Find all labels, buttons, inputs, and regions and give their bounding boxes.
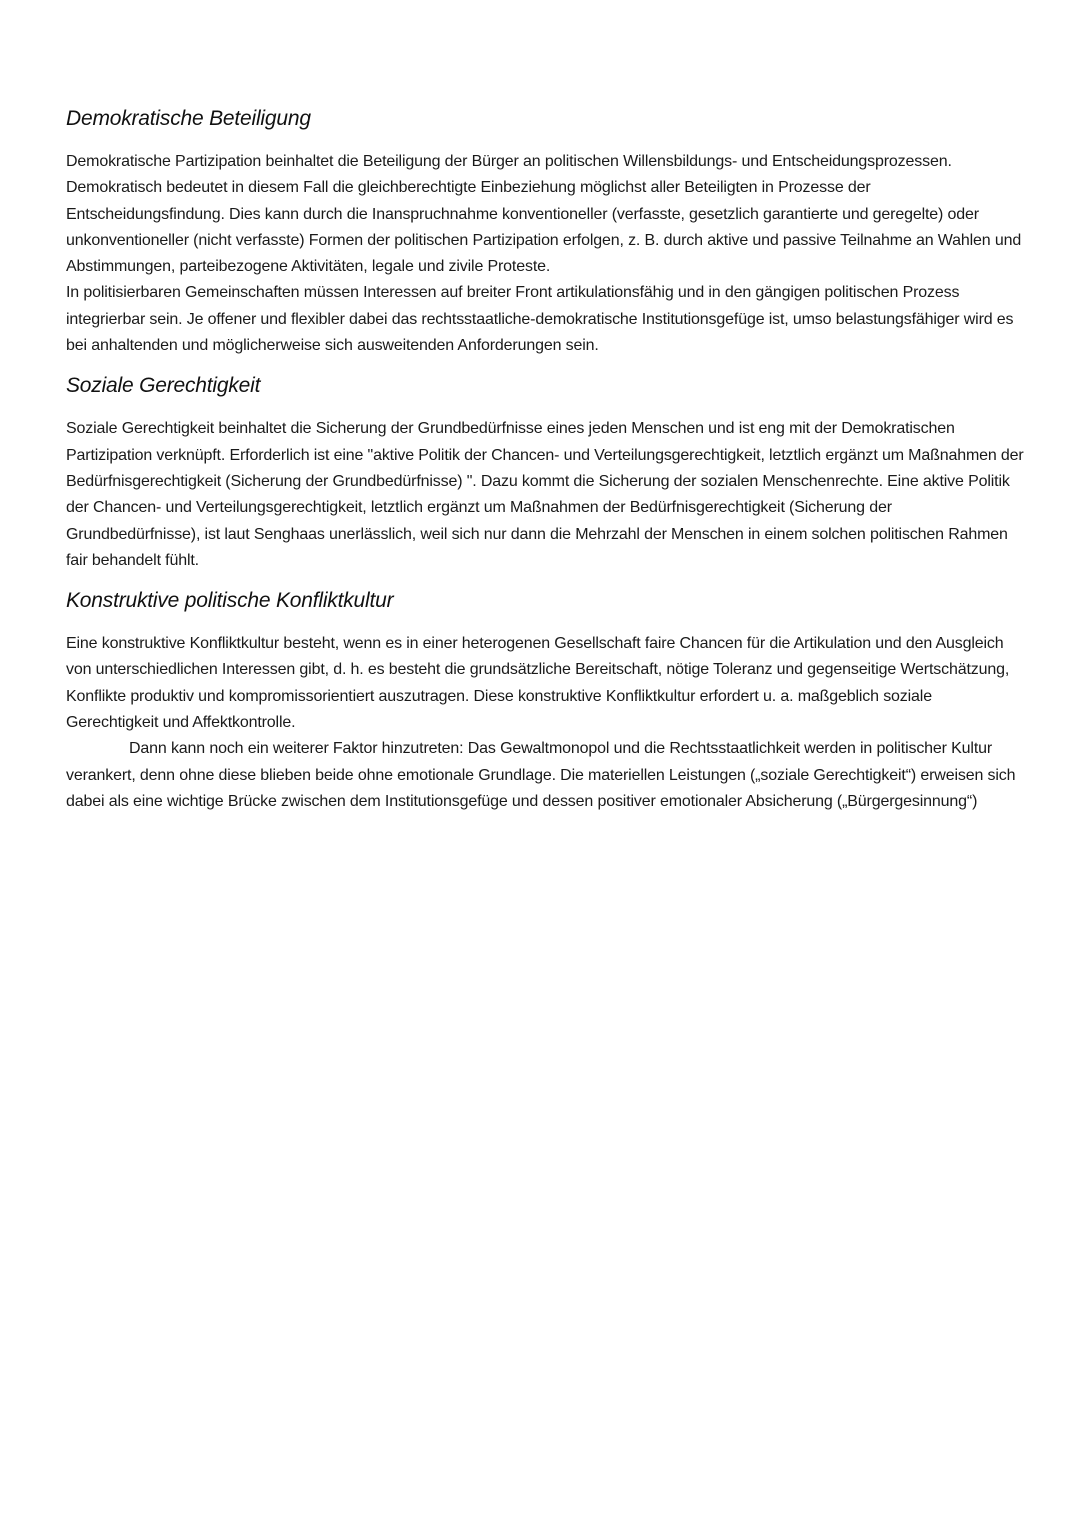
section-demokratische-beteiligung xyxy=(66,104,1026,359)
document-page xyxy=(66,104,1026,827)
section-soziale-gerechtigkeit xyxy=(66,371,1026,574)
paragraph: Soziale Gerechtigkeit beinhaltet die Sicherung der Grundbedürfnisse eines jeden Menschen und ist eng mit der Demokratischen Partizipation verknüpft. Erforderlich ist eine "aktive Politik der Chancen- und Verteilungsgerechtigkeit, letztlich ergänzt um Maßnahmen der Bedürfnisgerechtigkeit (Sicherung der Grundbedürfnisse) ". Dazu kommt die Sicherung der sozialen Menschenrechte. Eine aktive Politik der Chancen- und Verteilungsgerechtigkeit, letztlich ergänzt um Maßnahmen der Bedürfnisgerechtigkeit (Sicherung der Grundbedürfnisse), ist laut Senghaas unerlässlich, weil sich nur dann die Mehrzahl der Menschen in einem solchen politischen Rahmen fair behandelt fühlt. xyxy=(66,420,1024,569)
section-heading: Konstruktive politische Konfliktkultur xyxy=(66,589,394,613)
paragraph: In politisierbaren Gemeinschaften müssen Interessen auf breiter Front artikulationsfähig und in den gängigen politischen Prozess integrierbar sein. Je offener und flexibler dabei das rechtsstaatliche-demokratische Institutionsgefüge ist, umso belastungsfähiger wird es bei anhaltenden und möglicherweise sich ausweitenden Anforderungen sein. xyxy=(66,284,1014,355)
paragraph: Demokratische Partizipation beinhaltet die Beteiligung der Bürger an politischen Willensbildungs- und Entscheidungsprozessen. Demokratisch bedeutet in diesem Fall die gleichberechtigte Einbeziehung möglichst aller Beteiligten in Prozesse der Entscheidungsfindung. Dies kann durch die Inanspruchnahme konventioneller (verfasste, gesetzlich garantierte und geregelte) oder unkonventioneller (nicht verfasste) Formen der politischen Partizipation erfolgen, z. B. durch aktive und passive Teilnahme an Wahlen und Abstimmungen, parteibezogene Aktivitäten, legale und zivile Proteste. xyxy=(66,153,1022,276)
section-heading: Demokratische Beteiligung xyxy=(66,107,311,130)
paragraph: Eine konstruktive Konfliktkultur besteht, wenn es in einer heterogenen Gesellschaft faire Chancen für die Artikulation und den Ausgleich von unterschiedlichen Interessen gibt, d. h. es besteht die grundsätzliche Bereitschaft, nötige Toleranz und gegenseitige Wertschätzung, Konflikte produktiv und kompromissorientiert auszutragen. Diese konstruktive Konfliktkultur erfordert u. a. maßgeblich soziale Gerechtigkeit und Affektkontrolle. xyxy=(66,635,1010,732)
section-heading: Soziale Gerechtigkeit xyxy=(66,374,261,398)
paragraph-indented: Dann kann noch ein weiterer Faktor hinzutreten: Das Gewaltmonopol und die Rechtsstaatlichkeit werden in politischer Kultur verankert, denn ohne diese blieben beide ohne emotionale Grundlage. Die materiellen Leistungen („soziale Gerechtigkeit“) erweisen sich dabei als eine wichtige Brücke zwischen dem Institutionsgefüge und dessen positiver emotionaler Absicherung („Bürgergesinnung“) xyxy=(66,740,1016,810)
section-konstruktive-konfliktkultur xyxy=(66,586,1026,815)
